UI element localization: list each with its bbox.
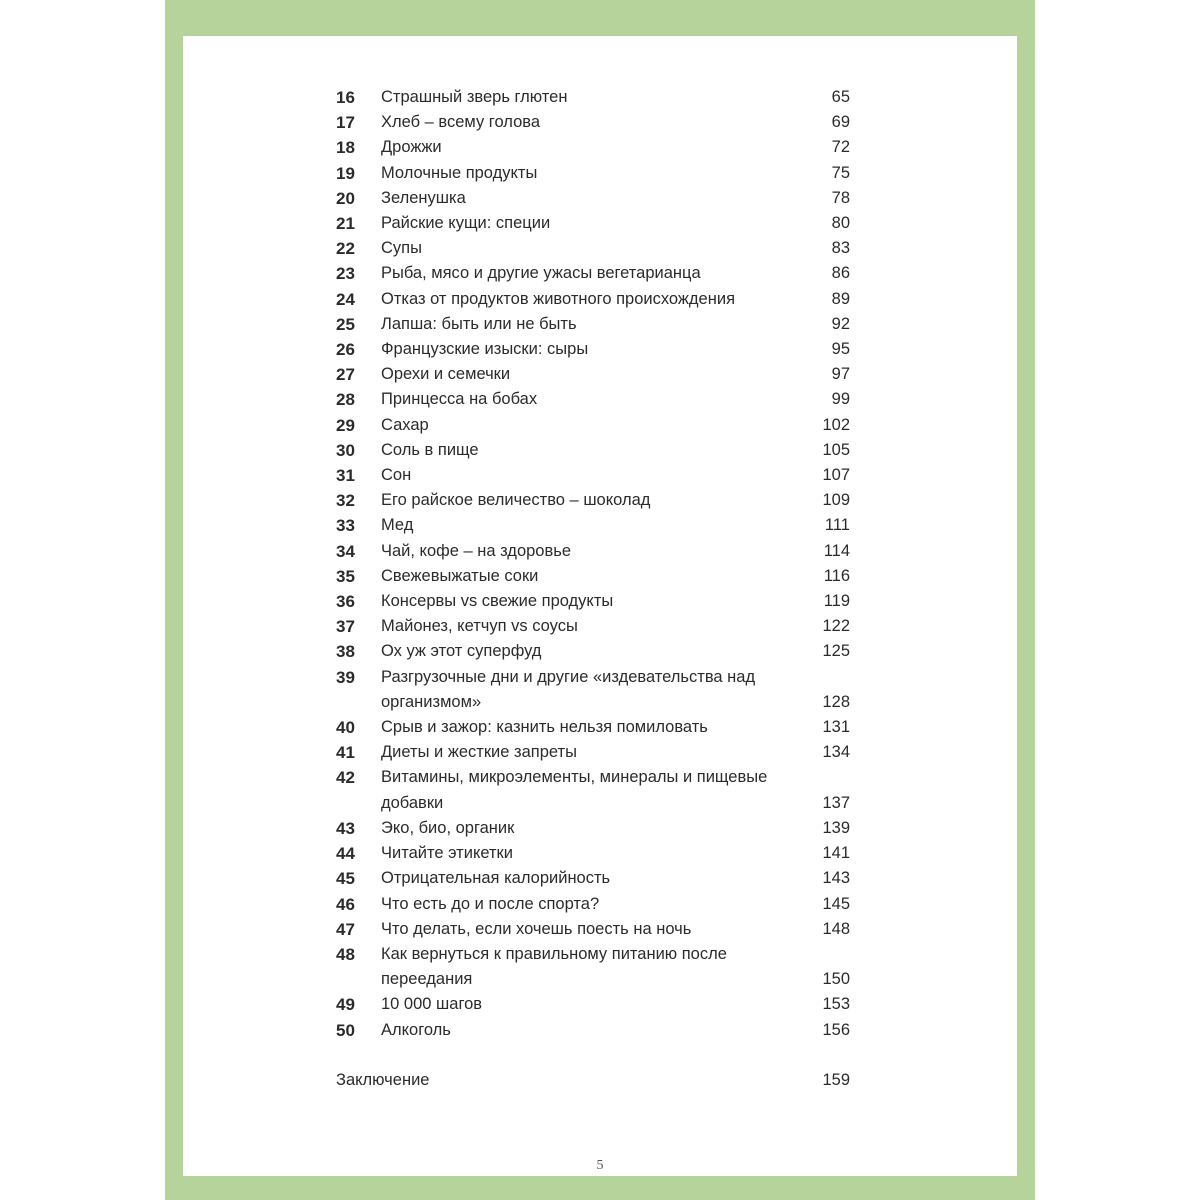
toc-page-number: 134: [822, 743, 850, 762]
toc-chapter-number: 32: [336, 491, 355, 511]
toc-conclusion-page: 159: [822, 1071, 850, 1089]
toc-entry-row[interactable]: [336, 665, 852, 715]
toc-chapter-number: 39: [336, 667, 355, 687]
toc-page-number: 128: [822, 692, 850, 711]
toc-chapter-number: 45: [336, 869, 355, 889]
toc-chapter-title: Разгрузочные дни и другие «издевательства над организмом»: [381, 667, 756, 711]
toc-chapter-number: 34: [336, 541, 355, 561]
toc-entry-row[interactable]: [336, 942, 852, 992]
toc-page-number: 111: [824, 516, 850, 535]
toc-page-number: 139: [822, 818, 850, 837]
toc-entry-row[interactable]: [336, 236, 852, 261]
toc-page-number: 99: [831, 390, 850, 409]
toc-chapter-number: 50: [336, 1020, 355, 1040]
toc-chapter-title: Отказ от продуктов животного происхождения: [381, 289, 736, 308]
toc-chapter-number: 47: [336, 919, 355, 939]
toc-chapter-title: Орехи и семечки: [381, 365, 511, 384]
toc-entry-row[interactable]: [336, 892, 852, 917]
toc-entry-row[interactable]: [336, 161, 852, 186]
toc-entry-row[interactable]: [336, 841, 852, 866]
toc-chapter-number: 28: [336, 390, 355, 410]
toc-page-number: 125: [822, 642, 850, 661]
toc-entry-row[interactable]: [336, 110, 852, 135]
toc-chapter-title: Ох уж этот суперфуд: [381, 642, 542, 661]
toc-chapter-number: 19: [336, 163, 355, 183]
toc-chapter-number: 30: [336, 440, 355, 460]
toc-page-number: 122: [822, 617, 850, 636]
toc-chapter-title: Сон: [381, 466, 412, 485]
toc-chapter-title: Соль в пище: [381, 440, 479, 459]
toc-page-number: 107: [822, 466, 850, 485]
toc-chapter-number: 22: [336, 239, 355, 259]
toc-chapter-number: 35: [336, 566, 355, 586]
toc-chapter-title: Витамины, микроэлементы, минералы и пищевые добавки: [381, 768, 768, 812]
toc-entry-row[interactable]: [336, 992, 852, 1017]
toc-page-number: 102: [822, 415, 850, 434]
toc-chapter-title: Срыв и зажор: казнить нельзя помиловать: [381, 718, 708, 737]
toc-entry-row[interactable]: [336, 589, 852, 614]
toc-page-number: 78: [831, 188, 850, 207]
toc-chapter-number: 41: [336, 743, 355, 763]
toc-chapter-title: Зеленушка: [381, 188, 466, 207]
toc-entry-row[interactable]: [336, 639, 852, 664]
toc-page-number: 65: [831, 88, 850, 106]
toc-entry-row[interactable]: [336, 287, 852, 312]
toc-entry-row[interactable]: [336, 387, 852, 412]
toc-conclusion-row[interactable]: [336, 1068, 852, 1093]
toc-chapter-number: 49: [336, 995, 355, 1015]
toc-page-number: 95: [831, 340, 850, 359]
toc-entry-row[interactable]: [336, 85, 852, 110]
toc-chapter-number: 44: [336, 844, 355, 864]
toc-page-number: 89: [831, 289, 850, 308]
toc-chapter-number: 21: [336, 214, 355, 234]
toc-chapter-title: Майонез, кетчуп vs соусы: [381, 617, 578, 636]
toc-page-number: 145: [822, 894, 850, 913]
toc-conclusion-title: Заключение: [336, 1071, 430, 1089]
toc-chapter-title: Отрицательная калорийность: [381, 869, 611, 888]
toc-chapter-title: Сахар: [381, 415, 429, 434]
toc-page-number: 156: [822, 1020, 850, 1039]
toc-entry-row[interactable]: [336, 438, 852, 463]
toc-entry-row[interactable]: [336, 564, 852, 589]
toc-chapter-number: 27: [336, 365, 355, 385]
toc-entry-row[interactable]: [336, 866, 852, 891]
toc-chapter-number: 38: [336, 642, 355, 662]
toc-chapter-title: Страшный зверь глютен: [381, 88, 568, 106]
toc-chapter-number: 23: [336, 264, 355, 284]
toc-page-number: 143: [822, 869, 850, 888]
toc-chapter-title: Хлеб – всему голова: [381, 113, 541, 132]
toc-chapter-title: Мед: [381, 516, 414, 535]
toc-chapter-number: 48: [336, 944, 355, 964]
toc-page-number: 153: [822, 995, 850, 1014]
toc-chapter-number: 25: [336, 314, 355, 334]
toc-page-number: 69: [831, 113, 850, 132]
toc-chapter-number: 29: [336, 415, 355, 435]
toc-chapter-number: 36: [336, 592, 355, 612]
toc-entry-row[interactable]: [336, 337, 852, 362]
toc-chapter-title: Читайте этикетки: [381, 844, 513, 863]
toc-entry-row[interactable]: [336, 312, 852, 337]
toc-chapter-title: Чай, кофе – на здоровье: [381, 541, 572, 560]
toc-page-number: 114: [823, 541, 850, 560]
toc-entry-row[interactable]: [336, 488, 852, 513]
toc-chapter-title: Алкоголь: [381, 1020, 451, 1039]
toc-chapter-title: Французские изыски: сыры: [381, 340, 589, 359]
toc-chapter-number: 42: [336, 768, 355, 788]
toc-page-number: 86: [831, 264, 850, 283]
toc-chapter-title: Лапша: быть или не быть: [381, 314, 577, 333]
toc-entry-row[interactable]: [336, 413, 852, 438]
toc-page-number: 148: [822, 919, 850, 938]
toc-entry-row[interactable]: [336, 135, 852, 160]
toc-chapter-title: Его райское величество – шоколад: [381, 491, 651, 510]
toc-page-number: 92: [831, 314, 850, 333]
toc-entry-row[interactable]: [336, 186, 852, 211]
toc-page-number: 80: [831, 214, 850, 233]
toc-chapter-number: 31: [336, 466, 355, 486]
page-number: 5: [596, 1158, 604, 1173]
toc-chapter-title: Эко, био, органик: [381, 818, 515, 837]
toc-chapter-number: 26: [336, 340, 355, 360]
toc-entry-row[interactable]: [336, 211, 852, 236]
toc-chapter-title: Супы: [381, 239, 422, 258]
toc-entry-row[interactable]: [336, 614, 852, 639]
toc-chapter-title: Дрожжи: [381, 138, 442, 157]
toc-chapter-number: 33: [336, 516, 355, 536]
toc-page-number: 109: [822, 491, 850, 510]
toc-chapter-number: 18: [336, 138, 355, 158]
toc-chapter-title: Диеты и жесткие запреты: [381, 743, 577, 762]
toc-chapter-title: Рыба, мясо и другие ужасы вегетарианца: [381, 264, 701, 283]
toc-chapter-number: 40: [336, 718, 355, 738]
toc-page-number: 119: [823, 592, 850, 611]
toc-entry-row[interactable]: [336, 917, 852, 942]
toc-entry-row[interactable]: [336, 539, 852, 564]
toc-chapter-title: Консервы vs свежие продукты: [381, 592, 614, 611]
toc-entry-row[interactable]: [336, 1018, 852, 1043]
toc-chapter-number: 43: [336, 818, 355, 838]
toc-entry-row[interactable]: [336, 513, 852, 538]
toc-entry-row[interactable]: [336, 463, 852, 488]
table-of-contents: [336, 85, 852, 1043]
toc-page-number: 116: [823, 566, 850, 585]
toc-chapter-number: 37: [336, 617, 355, 637]
toc-page-number: 75: [831, 163, 850, 182]
toc-page-number: 72: [831, 138, 850, 157]
toc-chapter-number: 46: [336, 894, 355, 914]
toc-page-number: 131: [822, 718, 850, 737]
toc-page-number: 97: [831, 365, 850, 384]
toc-chapter-title: 10 000 шагов: [381, 995, 483, 1014]
toc-entry-row[interactable]: [336, 715, 852, 740]
toc-chapter-number: 16: [336, 88, 355, 107]
toc-entry-row[interactable]: [336, 765, 852, 815]
toc-chapter-number: 24: [336, 289, 355, 309]
toc-chapter-title: Что есть до и после спорта?: [381, 894, 600, 913]
toc-chapter-title: Что делать, если хочешь поесть на ночь: [381, 919, 692, 938]
toc-entry-row[interactable]: [336, 740, 852, 765]
toc-chapter-title: Как вернуться к правильному питанию после переедания: [381, 944, 727, 989]
toc-chapter-title: Принцесса на бобах: [381, 390, 538, 409]
toc-chapter-title: Молочные продукты: [381, 163, 538, 182]
toc-page-number: 83: [831, 239, 850, 258]
toc-page-number: 105: [822, 440, 850, 459]
toc-page-number: 150: [822, 970, 850, 989]
toc-entry-row[interactable]: [336, 362, 852, 387]
toc-entry-row[interactable]: [336, 816, 852, 841]
toc-chapter-title: Райские кущи: специи: [381, 214, 551, 233]
toc-entry-row[interactable]: [336, 261, 852, 286]
toc-page-number: 141: [822, 844, 850, 863]
toc-chapter-number: 17: [336, 113, 355, 133]
toc-chapter-title: Свежевыжатые соки: [381, 566, 539, 585]
toc-chapter-number: 20: [336, 188, 355, 208]
toc-page-number: 137: [822, 793, 850, 812]
